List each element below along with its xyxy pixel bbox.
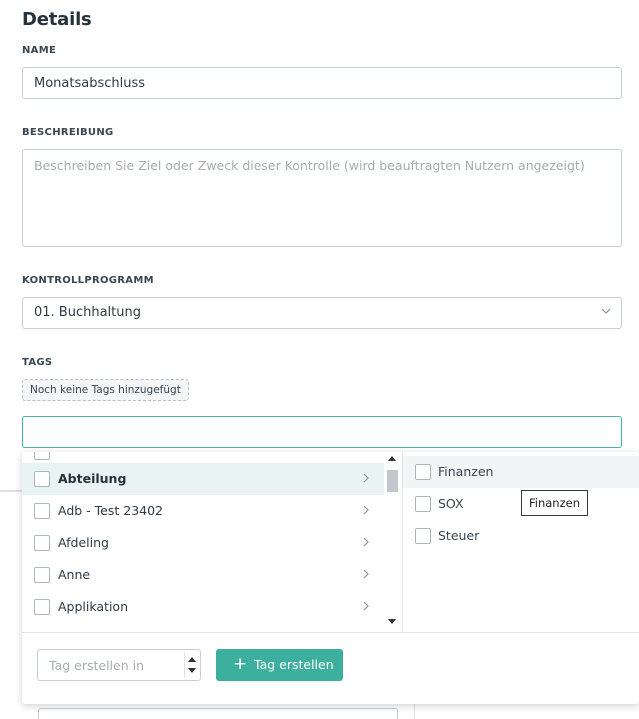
list-item-label: Adb - Test 23402 <box>58 503 164 518</box>
checkbox[interactable] <box>34 503 50 519</box>
chevron-right-icon[interactable] <box>362 601 370 611</box>
chevron-right-icon[interactable] <box>362 505 370 515</box>
description-label: BESCHREIBUNG <box>22 127 114 138</box>
scrollbar[interactable] <box>384 452 400 632</box>
checkbox[interactable] <box>34 599 50 615</box>
stepper-down-icon[interactable] <box>188 668 196 673</box>
name-input[interactable] <box>22 67 622 99</box>
stepper[interactable] <box>184 652 198 678</box>
create-tag-button-label: Tag erstellen <box>254 657 334 672</box>
tag-value-list <box>403 452 639 632</box>
chevron-right-icon[interactable] <box>362 569 370 579</box>
dropdown-footer <box>22 632 639 704</box>
list-item-label: Anne <box>58 567 91 582</box>
control-program-label: KONTROLLPROGRAMM <box>22 275 154 286</box>
checkbox[interactable] <box>34 567 50 583</box>
list-item[interactable] <box>22 559 384 591</box>
checkbox[interactable] <box>415 528 431 544</box>
background-divider <box>0 490 22 492</box>
create-tag-button[interactable] <box>216 649 343 681</box>
list-item-label: Applikation <box>58 599 128 614</box>
tag-create-in-input[interactable] <box>37 649 201 681</box>
description-placeholder: Beschreiben Sie Ziel oder Zweck dieser Kontrolle (wird beauftragten Nutzern angezeigt) <box>34 158 585 173</box>
list-item-label: Abteilung <box>58 471 127 486</box>
list-item-label: Finanzen <box>438 464 494 479</box>
scrollbar-thumb[interactable] <box>387 470 398 492</box>
stepper-up-icon[interactable] <box>188 657 196 662</box>
scroll-up-icon[interactable] <box>388 456 396 461</box>
list-item[interactable] <box>22 624 384 632</box>
list-item[interactable] <box>22 527 384 559</box>
checkbox[interactable] <box>34 535 50 551</box>
chevron-right-icon[interactable] <box>362 473 370 483</box>
tag-category-list <box>22 452 402 632</box>
name-input-value: Monatsabschluss <box>34 76 146 91</box>
tag-create-in-placeholder: Tag erstellen in <box>49 658 144 673</box>
control-program-select[interactable] <box>22 297 622 329</box>
control-program-value: 01. Buchhaltung <box>34 305 141 320</box>
background-input <box>38 708 398 719</box>
chevron-right-icon[interactable] <box>362 537 370 547</box>
list-item-label: Afdeling <box>58 535 109 550</box>
checkbox[interactable] <box>34 471 50 487</box>
list-item-label: Steuer <box>438 528 480 543</box>
list-item[interactable] <box>22 495 384 527</box>
list-item[interactable] <box>22 463 384 495</box>
page-title: Details <box>22 9 92 30</box>
no-tags-badge: Noch keine Tags hinzugefügt <box>22 379 189 401</box>
tooltip: Finanzen <box>521 490 588 516</box>
checkbox[interactable] <box>34 452 50 460</box>
scroll-down-icon[interactable] <box>388 619 396 624</box>
list-item[interactable] <box>403 456 639 488</box>
checkbox[interactable] <box>415 496 431 512</box>
list-item-label: SOX <box>438 496 464 511</box>
list-item[interactable] <box>22 591 384 623</box>
chevron-down-icon <box>601 306 611 316</box>
description-textarea[interactable] <box>22 149 622 247</box>
checkbox[interactable] <box>415 464 431 480</box>
list-item[interactable] <box>403 520 639 552</box>
tag-search-input[interactable] <box>22 416 622 448</box>
plus-icon: + <box>233 654 248 674</box>
tags-label: TAGS <box>22 357 53 368</box>
name-label: NAME <box>22 45 57 56</box>
